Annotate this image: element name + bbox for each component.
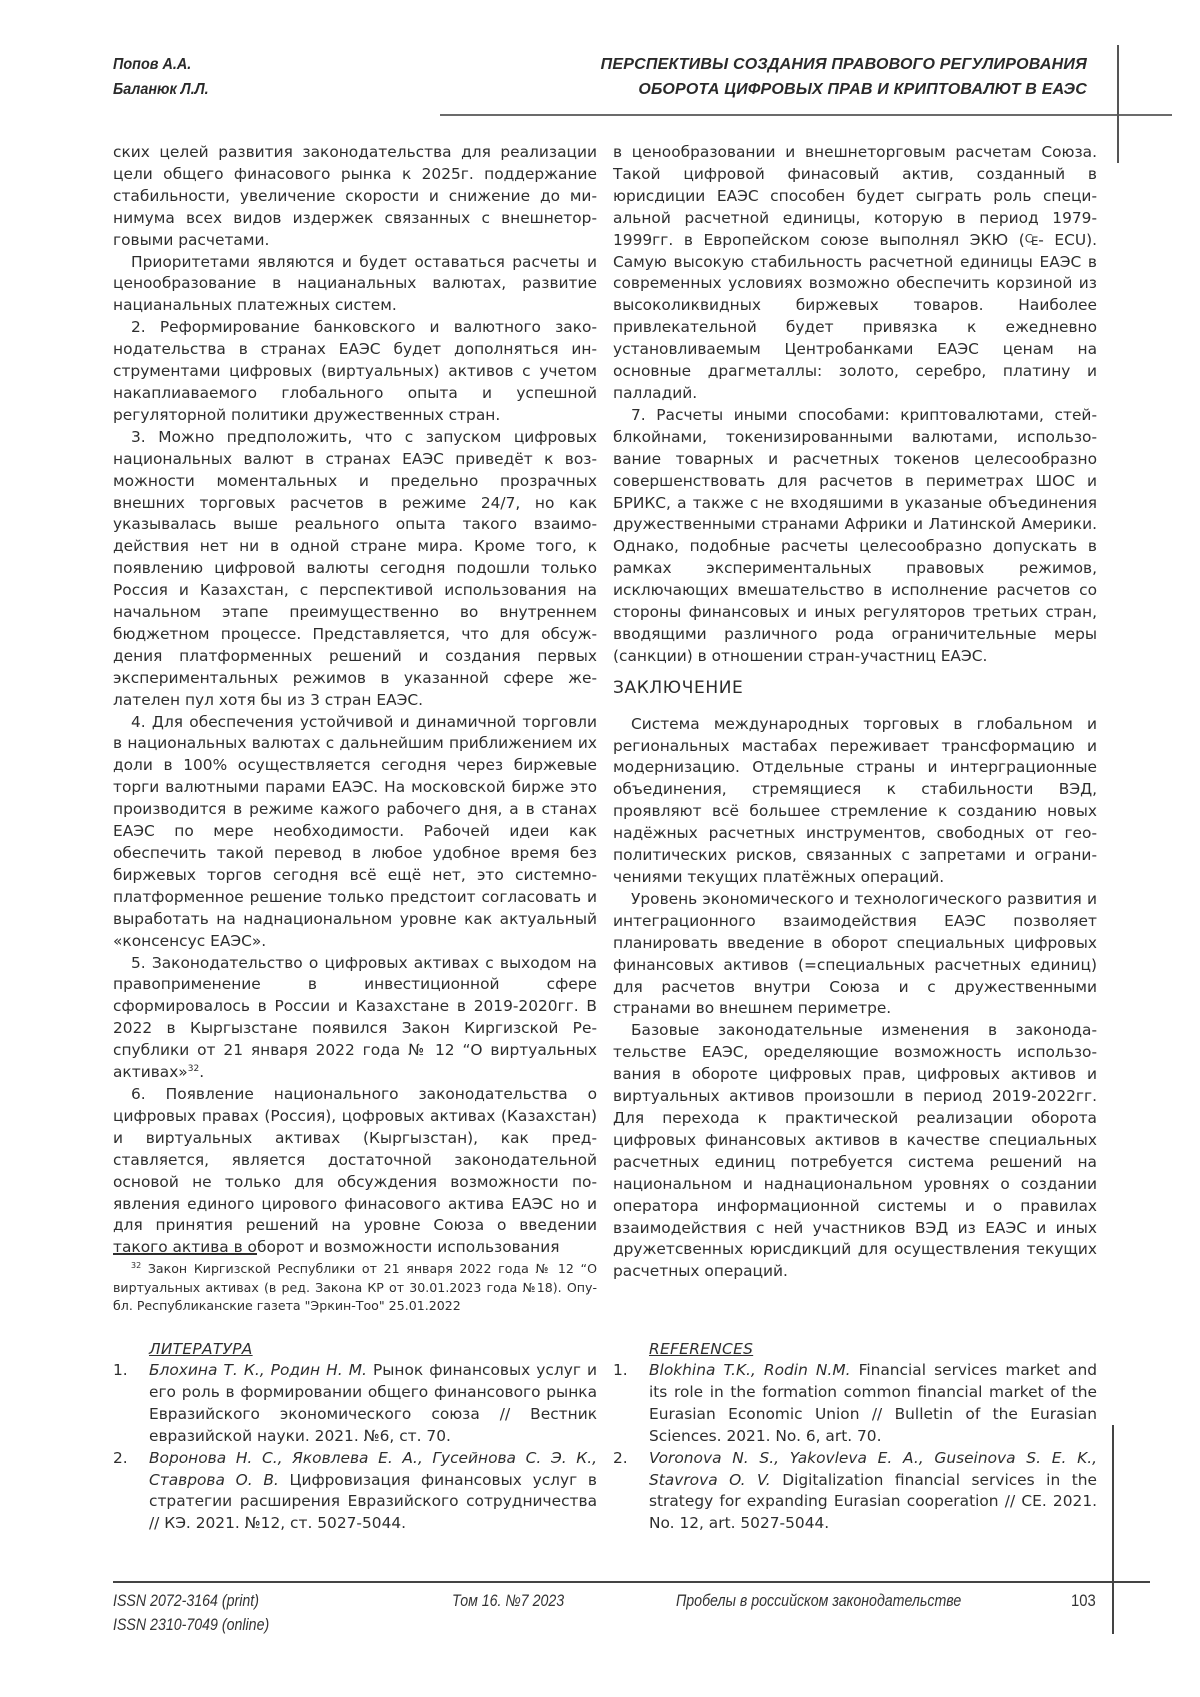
title-line: ОБОРОТА ЦИФРОВЫХ ПРАВ И КРИПТОВАЛЮТ В ЕАЭС — [638, 81, 1087, 98]
paragraph: 7. Расчеты иными способами: криптовалютами, стейблкойнами, токенизированными валютами, использование товарных и расчетных токенов целесообразно совершенствовать для расчетов в периметрах ШОС и БРИКС, а также с не входяшими в указаные объединения дружественными странами Африки и Латинской Америки. Однако, подобные расчеты целесообразно допускать в рамках экспериментальных правовых режимов, исключающих вмешательство в исполнение расчетов со стороны финансовых и иных регуляторов третьих стран, вводящими различного рода ограничительные меры (санкции) в отношении стран-участниц ЕАЭС. — [613, 405, 1097, 665]
reference-authors: Воронова Н. С., Яковлева Е. А., Гусейнова С. Э. К., Ставрова О. В. — [149, 1448, 597, 1489]
footer-rule — [113, 1581, 1150, 1583]
references-heading: REFERENCES — [649, 1340, 754, 1358]
paragraph: Базовые законодательные изменения в законодательстве ЕАЭС, оределяющие возможность использования в обороте цифровых прав, цифровых активов и виртуальных активов произошли в период 2019-2022гг. Для перехода к практической реализации оборота цифровых финансовых активов в качестве специальных расчетных единиц потребуется система решений на национальном и наднациональном уровнях о создании оператора информационной системы и о правилах взаимодействия с ней участников ВЭД из ЕАЭС и иных дружетсвенных юрисдикций для осуществления текущих расчетных операций. — [613, 1021, 1097, 1281]
right-column — [613, 142, 1097, 1283]
reference-text: Digitalization financial services in the strategy for expanding Eurasian cooperation // CE. 2021. No. 12, art. 5027-5044. — [649, 1470, 1097, 1533]
references-heading: ЛИТЕРАТУРА — [149, 1340, 253, 1358]
footnote-reference[interactable]: 32 — [187, 1063, 200, 1074]
paragraph-text: 5. Законодательство о цифровых активах с выходом на правоприменение в инвестиционной сфере сформировалось в России и Казахстане в 2019-2020гг. В 2022 в Кыргызстане появился Закон Киргизской Республики от 21 января 2022 года № 12 “О виртуальных активах» — [113, 953, 597, 1082]
paragraph — [113, 953, 597, 1084]
paragraph: 2. Реформирование банковского и валютного законодательства в странах ЕАЭС будет дополняться инструментами цифровых (виртуальных) активов с учетом накаплиаваемого глобального опыта и успешной регуляторной политики дружественных стран. — [113, 318, 597, 424]
paragraph-text: борот и возможности использования — [256, 1238, 560, 1257]
references-russian — [113, 1338, 597, 1535]
reference-item — [113, 1360, 597, 1448]
paragraph-text: 6. Появление национального законодательства о цифровых правах (Россия), цофровых активах (Казахстан) и виртуальных активах (Кыргызстан), как представляется, является достаточной законодательной основой не только для обсуждения возможности появления единого цирового финасового актива ЕАЭС но и для принятия решений на уровне Союза о введении — [113, 1084, 597, 1235]
reference-number: 2. — [113, 1448, 128, 1467]
reference-text: Цифровизация финансовых услуг в стратегии расширения Евразийского сотрудничества // КЭ. 2021. №12, ст. 5027-5044. — [149, 1470, 597, 1533]
author-name: Баланюк Л.Л. — [113, 81, 209, 98]
footer-crop-mark — [1112, 1425, 1114, 1634]
running-head-authors — [113, 52, 209, 102]
paragraph: 4. Для обеспечения устойчивой и динамичной торговли в национальных валютах с дальнейшим приближением их доли в 100% осуществляется сегодня через биржевые торги валютными парами ЕАЭС. На московской бирже это производится в режиме кажого рабочего дня, а в станах ЕАЭС по мере необходимости. Рабочей идеи как обеспечить такой перевод в любое удобное время без биржевых торгов сегодня всё ещё нет, это системно-платформенное решение только предстоит согласовать и выработать на наднациональном уровне как актуальный «консенсус ЕАЭС». — [113, 712, 597, 950]
reference-item — [113, 1448, 597, 1536]
footnote-separator-text: такого актива в о — [113, 1238, 257, 1257]
title-line: ПЕРСПЕКТИВЫ СОЗДАНИЯ ПРАВОВОГО РЕГУЛИРОВАНИЯ — [600, 56, 1087, 73]
reference-text: Рынок финансовых услуг и его роль в формировании общего финансового рынка Евразийского экономического союза // Вестник евразийской науки. 2021. №6, ст. 70. — [149, 1361, 597, 1445]
footnote-number: 32 — [131, 1261, 142, 1271]
paragraph — [113, 1084, 597, 1259]
footnote-text: Закон Киргизской Республики от 21 января 2022 года № 12 “О виртуальных активах (в ред. Закона КР от 30.01.2023 года №18). Опубл. Республиканские газета "Эркин-Тоо" 25.01.2022 — [113, 1261, 597, 1314]
paragraph: Уровень экономического и технологического развития и интеграционного взаимодействия ЕАЭС позволяет планировать введение в оборот специальных цифровых финансовых активов (=специальных расчетных единиц) для расчетов внутри Союза и с дружественными странами во внешнем периметре. — [613, 889, 1097, 1018]
reference-item — [613, 1448, 1097, 1536]
paragraph: 3. Можно предположить, что с запуском цифровых национальных валют в странах ЕАЭС приведёт к возможности моментальных и предельно прозрачных внешних торговых расчетов в режиме 24/7, но как указывалась выше реального опыта такого взаимодействия нет ни в одной стране мира. Кроме того, к появлению цифровой валюты сегодня подошли только Россия и Казахстан, с перспективой использования на начальном этапе преимущественно во внутреннем бюджетном процессе. Представляется, что для обсуждения платформенных решений и создания первых экспериментальных режимов в указанной сфере желателен пул хотя бы из 3 стран ЕАЭС. — [113, 427, 597, 709]
reference-authors: Voronova N. S., Yakovleva E. A., Guseinova S. E. K., Stavrova O. V. — [649, 1448, 1097, 1489]
footer-volume: Том 16. №7 2023 — [452, 1592, 565, 1610]
section-heading: ЗАКЛЮЧЕНИЕ — [613, 677, 744, 698]
issn-print: ISSN 2072-3164 (print) — [113, 1592, 259, 1610]
author-name: Попов А.А. — [113, 56, 192, 73]
reference-number: 2. — [613, 1448, 628, 1467]
paragraph: ских целей развития законодательства для реализации цели общего финасового рынка к 2025г. поддержание стабильности, увеличение скорости и снижение до минимума всех видов издержек связанных с внешнеторговыми расчетами. — [113, 143, 597, 249]
reference-item — [613, 1360, 1097, 1448]
header-rule — [440, 114, 1172, 116]
paragraph-text: . — [199, 1063, 205, 1082]
paragraph: Система международных торговых в глобальном и региональных мастабах переживает трансформацию и модернизацию. Отдельные страны и интерграционные объединения, стремящиеся к стабильности ВЭД, проявляют всё большее стремление к созданию новых надёжных расчетных инструментов, свободных от геополитических рисков, связанных с запретами и ограничениями текущих платёжных операций. — [613, 714, 1097, 886]
footer-issn — [113, 1589, 269, 1637]
paragraph: Приоритетами являются и будет оставаться расчеты и ценообразование в нацианальных валютах, развитие нацианальных платежных систем. — [113, 252, 597, 315]
running-head-title — [601, 52, 1087, 102]
footnote — [113, 1260, 597, 1316]
left-column — [113, 142, 597, 1316]
page-number: 103 — [1071, 1592, 1096, 1610]
issn-online: ISSN 2310-7049 (online) — [113, 1616, 270, 1634]
paragraph: в ценообразовании и внешнеторговым расчетам Союза. Такой цифровой финасовый актив, созданный в юрисдиции ЕАЭС способен будет сыграть роль специальной расчетной единицы, которую в период 1979-1999гг. в Европейском союзе выполнял ЭКЮ (₠- ECU). Самую высокую стабильность расчетной единицы ЕАЭС в современных условиях возможно обеспечить корзиной из высоколиквидных биржевых товаров. Наиболее привлекательной будет привязка к ежедневно установливаемым Центробанками ЕАЭС ценам на основные драгметаллы: золото, серебро, платину и палладий. — [613, 143, 1097, 402]
reference-number: 1. — [613, 1361, 628, 1379]
reference-text: Financial services market and its role in the formation common financial market of the Eurasian Economic Union // Bulletin of the Eurasian Sciences. 2021. No. 6, art. 70. — [649, 1361, 1097, 1445]
header-crop-mark — [1117, 45, 1119, 163]
reference-number: 1. — [113, 1361, 128, 1379]
references-english — [613, 1338, 1097, 1535]
reference-authors: Blokhina T.K., Rodin N.M. — [649, 1361, 851, 1379]
footer-journal-name: Пробелы в российском законодательстве — [676, 1592, 962, 1610]
reference-authors: Блохина Т. К., Родин Н. М. — [149, 1361, 367, 1379]
